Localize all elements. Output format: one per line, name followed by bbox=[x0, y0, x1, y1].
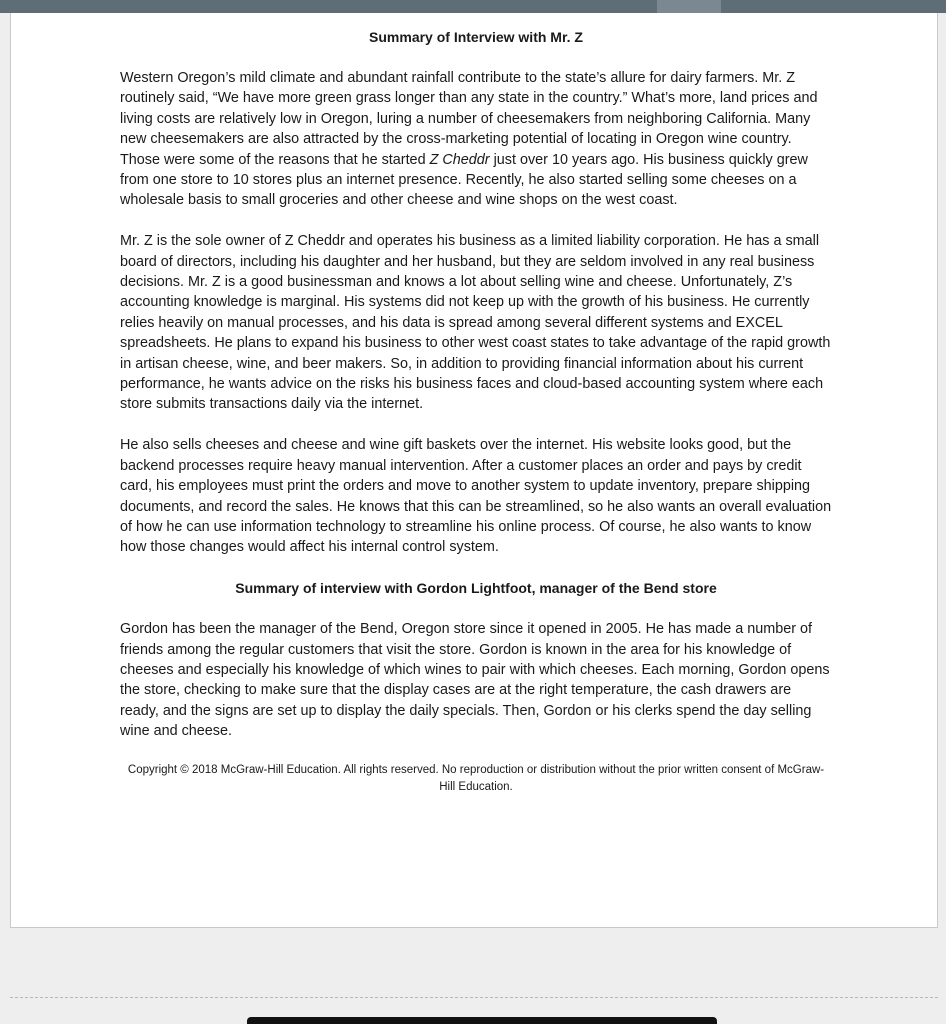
page-separator bbox=[10, 997, 938, 998]
paragraph-1-text-a: Western Oregon’s mild climate and abundant rainfall contribute to the state’s allure for dairy farmers. Mr. Z routinely said, “We have more green grass longer than any state in the country.” What’s more, land prices and living costs are relatively low in Oregon, luring a number of cheesemakers from neighboring California. Many new cheesemakers are also attracted by the cross-marketing potential of locating in Oregon wine country. Those were some of the reasons that he started bbox=[120, 70, 818, 168]
toolbar-tab[interactable] bbox=[657, 0, 721, 13]
paragraph-1-company-name: Z Cheddr bbox=[429, 151, 490, 168]
document-content bbox=[120, 27, 832, 796]
paragraph-4: Gordon has been the manager of the Bend, Oregon store since it opened in 2005. He has made a number of friends among the regular customers that visit the store. Gordon is known in the area for his knowledge of cheeses and especially his knowledge of which wines to pair with which cheeses. Each morning, Gordon opens the store, checking to make sure that the display cases are at the right temperature, the cash drawers are ready, and the signs are set up to display the daily specials. Then, Gordon or his clerks spend the day selling wine and cheese. bbox=[120, 621, 830, 740]
paragraph-3: He also sells cheeses and cheese and wine gift baskets over the internet. His website looks good, but the backend processes require heavy manual intervention. After a customer places an order and pays by credit card, his employees must print the orders and move to another system to update inventory, prepare shipping documents, and record the sales. He knows that this can be streamlined, so he also wants an overall evaluation of how he can use information technology to streamline his online process. Of course, he also wants to know how those changes would affect his internal control system. bbox=[120, 437, 832, 556]
paragraph-2: Mr. Z is the sole owner of Z Cheddr and operates his business as a limited liability corporation. He has a small board of directors, including his daughter and her husband, but they are seldom involved in any real business decisions. Mr. Z is a good businessman and knows a lot about selling wine and cheese. Unfortunately, Z’s accounting knowledge is marginal. His systems did not keep up with the growth of his business. He currently relies heavily on manual processes, and his data is spread among several different systems and EXCEL spreadsheets. He plans to expand his business to other west coast states to take advantage of the rapid growth in artisan cheese, wine, and beer makers. So, in addition to providing financial information about his current performance, he wants advice on the risks his business faces and cloud-based accounting system where each store submits transactions daily via the internet. bbox=[120, 233, 831, 413]
copyright-notice: Copyright © 2018 McGraw-Hill Education. All rights reserved. No reproduction or distribution without the prior written consent of McGraw-Hill Education. bbox=[127, 763, 825, 793]
top-toolbar bbox=[0, 0, 946, 13]
document-title: Summary of Interview with Mr. Z bbox=[369, 29, 583, 45]
paragraph-1 bbox=[120, 68, 832, 211]
section-subheading: Summary of interview with Gordon Lightfoot, manager of the Bend store bbox=[235, 580, 717, 597]
document-page bbox=[10, 13, 938, 928]
home-indicator[interactable] bbox=[247, 1017, 717, 1024]
paragraph-1-text-b: just over 10 years ago. His business quickly grew from one store to 10 stores plus an internet presence. Recently, he also started selling some cheeses on a wholesale basis to small groceries and other cheese and wine shops on the west coast. bbox=[120, 151, 808, 209]
